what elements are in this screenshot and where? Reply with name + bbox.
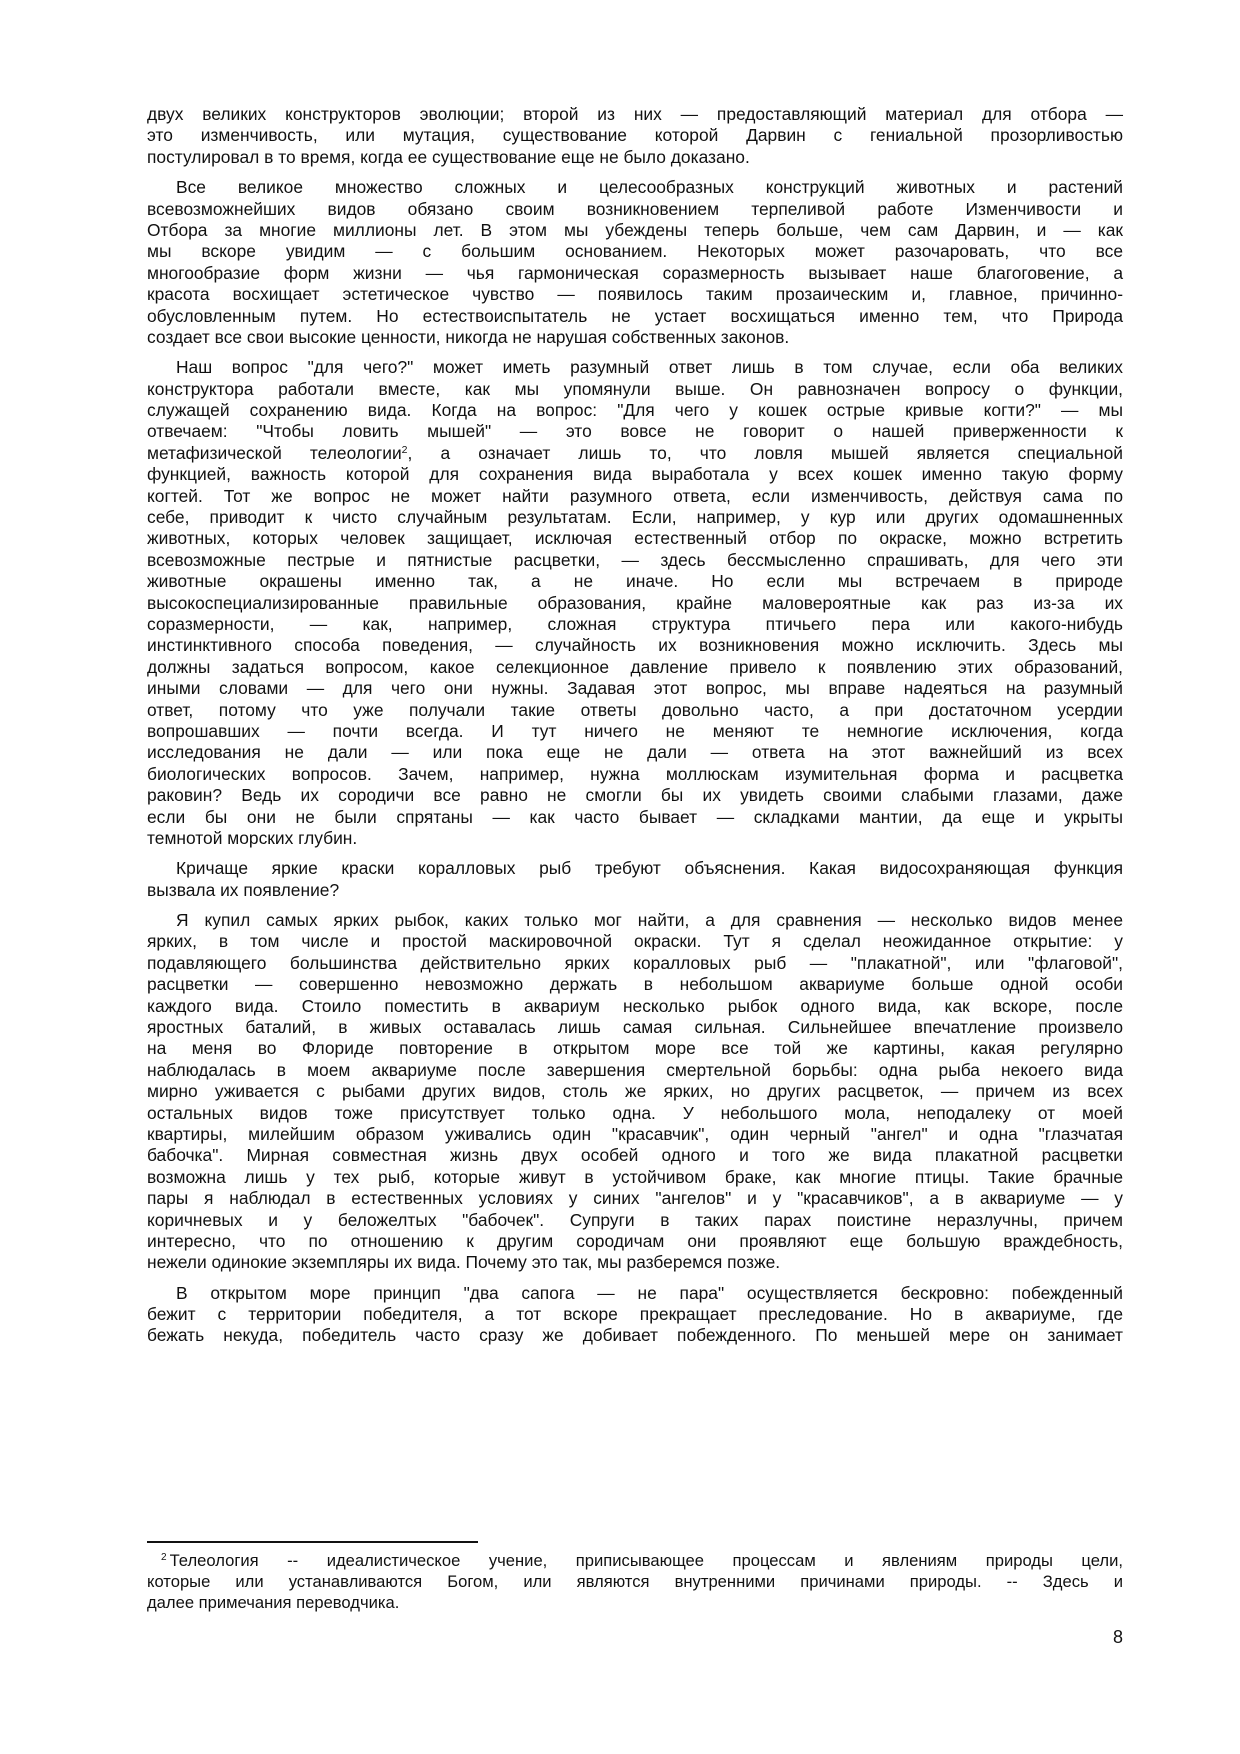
- footnote-line: далее примечания переводчика.: [147, 1593, 400, 1613]
- footnote-reference[interactable]: 2: [401, 443, 408, 456]
- text-line: мы вскоре увидим — с большим основанием. Некоторых может разочаровать, что все: [147, 241, 1123, 262]
- text-line: коричневых и у беложелтых "бабочек". Супруги в таких парах поистине неразлучны, причем: [147, 1209, 1123, 1230]
- text-line: создает все свои высокие ценности, никогда не нарушая собственных законов.: [147, 326, 790, 347]
- text-line: раковин? Ведь их сородичи все равно не смогли бы их увидеть своими слабыми глазами, даже: [147, 785, 1123, 806]
- text-line: животных, которых человек защищает, исключая естественный отбор по окраске, можно встретить: [147, 528, 1123, 549]
- text-line: нежели одинокие экземпляры их вида. Почему это так, мы разберемся позже.: [147, 1252, 781, 1273]
- text-line: если бы они не были спрятаны — как часто бывает — складками мантии, да еще и укрыты: [147, 806, 1123, 827]
- text-line: яростных баталий, в живых оставалась лишь самая сильная. Сильнейшее впечатление произвело: [147, 1017, 1123, 1038]
- text-line: инстинктивного способа поведения, — случайность их возникновения можно исключить. Здесь мы: [147, 635, 1123, 656]
- text-line: постулировал в то время, когда ее существование еще не было доказано.: [147, 146, 750, 167]
- footnote-line: которые или устанавливаются Богом, или являются внутренними причинами природы. -- Здесь и: [147, 1572, 1123, 1592]
- text-line: темнотой морских глубин.: [147, 827, 358, 848]
- text-line: красота восхищает эстетическое чувство — появилось таким прозаическим и, главное, причинно-: [147, 284, 1123, 305]
- text-line: В открытом море принцип "два сапога — не пара" осуществляется бескровно: побежденный: [176, 1282, 1123, 1303]
- text-line: животные окрашены именно так, а не иначе. Но если мы встречаем в природе: [147, 571, 1123, 592]
- text-line: квартиры, милейшим образом уживались один "красавчик", один черный "ангел" и одна "глазчатая: [147, 1123, 1123, 1144]
- footnote-marker: 2: [161, 1552, 167, 1563]
- text-line: должны задаться вопросом, какое селекционное давление привело к появлению этих образований,: [147, 656, 1123, 677]
- text-line: наблюдалась в моем аквариуме после завершения смертельной борьбы: одна рыба некоего вида: [147, 1059, 1123, 1080]
- text-line: когтей. Тот же вопрос не может найти разумного ответа, если изменчивость, действуя сама по: [147, 485, 1123, 506]
- text-line: остальных видов тоже присутствует только одна. У небольшого мола, неподалеку от моей: [147, 1102, 1123, 1123]
- text-line: высокоспециализированные правильные образования, крайне маловероятные как раз из-за их: [147, 592, 1123, 613]
- paragraph: [147, 858, 1123, 901]
- text-line: ярких, в том числе и простой маскировочной окраски. Тут я сделал неожиданное открытие: у: [147, 931, 1123, 952]
- footnote-separator: [147, 1541, 478, 1543]
- text-line: себе, приводит к чисто случайным результатам. Если, например, у кур или других одомашненных: [147, 507, 1123, 528]
- text-line: многообразие форм жизни — чья гармоническая соразмерность вызывает наше благоговение, а: [147, 262, 1123, 283]
- text-line: Я купил самых ярких рыбок, каких только мог найти, а для сравнения — несколько видов менее: [176, 910, 1123, 931]
- text-line: соразмерности, — как, например, сложная структура птичьего пера или какого-нибудь: [147, 613, 1123, 634]
- text-line: это изменчивость, или мутация, существование которой Дарвин с гениальной прозорливостью: [147, 125, 1123, 146]
- paragraph: [147, 910, 1123, 1274]
- text-fragment: , а означает лишь то, что ловля мышей является специальной: [407, 442, 1123, 463]
- page-number: 8: [1112, 1627, 1123, 1647]
- text-line: расцветки — совершенно невозможно держать в небольшом аквариуме больше одной особи: [147, 974, 1123, 995]
- text-line: Отбора за многие миллионы лет. В этом мы убеждены теперь больше, чем сам Дарвин, и — как: [147, 219, 1123, 240]
- text-line: вопрошавших — почти всегда. И тут ничего не меняют те немногие исключения, когда: [147, 720, 1123, 741]
- paragraph: [147, 1283, 1123, 1347]
- text-fragment: метафизической телеологии: [147, 442, 402, 463]
- text-line: Кричаще яркие краски коралловых рыб требуют объяснения. Какая видосохраняющая функция: [176, 858, 1123, 879]
- text-line: всевозможнейших видов обязано своим возникновением терпеливой работе Изменчивости и: [147, 198, 1123, 219]
- text-line: каждого вида. Стоило поместить в аквариум несколько рыбок одного вида, как вскоре, после: [147, 995, 1123, 1016]
- text-line: бежать некуда, победитель часто сразу же добивает побежденного. По меньшей мере он занимает: [147, 1325, 1123, 1346]
- paragraph: [147, 357, 1123, 849]
- text-line: возможна лишь у тех рыб, которые живут в устойчивом браке, как многие птицы. Такие брачные: [147, 1166, 1123, 1187]
- footnote-line: [147, 1550, 1123, 1571]
- text-line: конструктора работали вместе, как мы упомянули выше. Он равнозначен вопросу о функции,: [147, 378, 1123, 399]
- text-line: служащей сохранению вида. Когда на вопрос: "Для чего у кошек острые кривые когти?" — мы: [147, 400, 1123, 421]
- text-line: отвечаем: "Чтобы ловить мышей" — это вовсе не говорит о нашей приверженности к: [147, 421, 1123, 442]
- text-line: биологических вопросов. Зачем, например, нужна моллюскам изумительная форма и расцветка: [147, 763, 1123, 784]
- text-line: исследования не дали — или пока еще не дали — ответа на этот важнейший из всех: [147, 742, 1123, 763]
- text-line: обусловленным путем. Но естествоиспытатель не устает восхищаться именно тем, что Природа: [147, 305, 1123, 326]
- text-line: на меня во Флориде повторение в открытом море все той же картины, какая регулярно: [147, 1038, 1123, 1059]
- text-line: Наш вопрос "для чего?" может иметь разумный ответ лишь в том случае, если оба великих: [176, 357, 1123, 378]
- text-line-with-footnote: [147, 443, 1123, 464]
- footnote: [147, 1550, 1123, 1614]
- text-line: двух великих конструкторов эволюции; второй из них — предоставляющий материал для отбора —: [147, 104, 1123, 124]
- text-line: иными словами — для чего они нужны. Задавая этот вопрос, мы вправе надеяться на разумный: [147, 678, 1123, 699]
- text-line: бабочка". Мирная совместная жизнь двух особей одного и того же вида плакатной расцветки: [147, 1145, 1123, 1166]
- text-line: мирно уживается с рыбами других видов, столь же ярких, но других расцветок, — причем из всех: [147, 1081, 1123, 1102]
- text-line: бежит с территории победителя, а тот вскоре прекращает преследование. Но в аквариуме, где: [147, 1304, 1123, 1325]
- paragraph: [147, 104, 1123, 168]
- text-line: пары я наблюдал в естественных условиях у синих "ангелов" и у "красавчиков", а в аквариуме — у: [147, 1188, 1123, 1209]
- text-line: ответ, потому что уже получали такие ответы довольно часто, а при достаточном усердии: [147, 699, 1123, 720]
- text-line: Все великое множество сложных и целесообразных конструкций животных и растений: [176, 177, 1123, 198]
- text-fragment: Телеология -- идеалистическое учение, приписывающее процессам и явлениям природы цели,: [169, 1551, 1123, 1570]
- text-line: всевозможные пестрые и пятнистые расцветки, — здесь бессмысленно спрашивать, для чего эти: [147, 549, 1123, 570]
- text-line: интересно, что по отношению к другим сородичам они проявляют еще большую враждебность,: [147, 1230, 1123, 1251]
- text-line: подавляющего большинства действительно ярких коралловых рыб — "плакатной", или "флаговой",: [147, 952, 1123, 973]
- body-text: [147, 104, 1123, 1356]
- text-line: функцией, важность которой для сохранения вида выработала у всех кошек именно такую форму: [147, 464, 1123, 485]
- text-line: вызвала их появление?: [147, 879, 340, 900]
- paragraph: [147, 177, 1123, 348]
